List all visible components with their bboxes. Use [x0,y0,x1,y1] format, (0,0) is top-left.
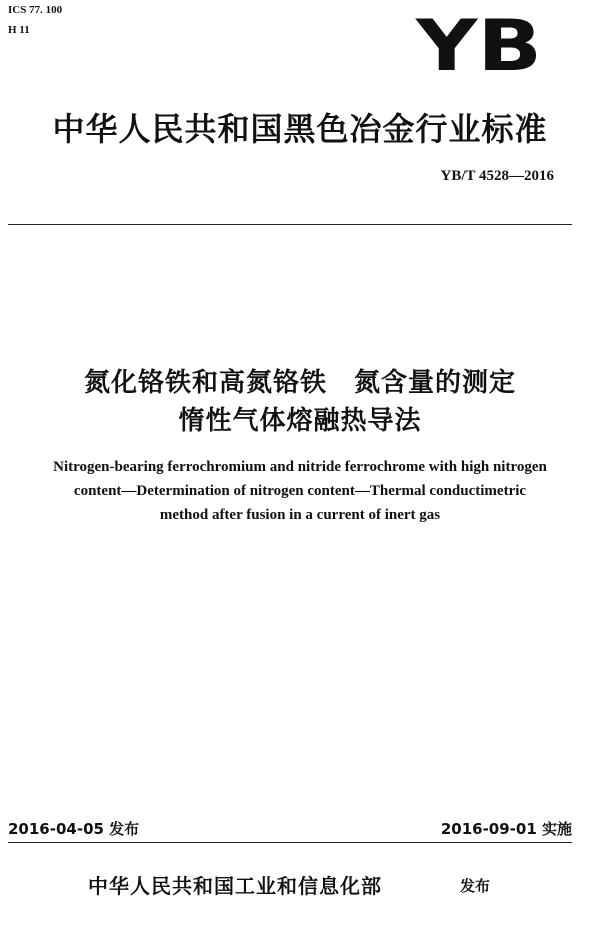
organization-title: 中华人民共和国黑色冶金行业标准 [52,110,548,148]
yb-logo [414,16,544,74]
title-cn-line-2: 惰性气体熔融热导法 [178,406,422,436]
yb-logo-text: YB [414,16,542,74]
ccs-code: H 11 [8,24,30,36]
title-en-line-2: content—Determination of nitrogen content—Thermal conductimetric [73,483,527,499]
top-divider [8,224,572,225]
implementation-date: 2016-09-01 实施 [440,820,572,838]
title-en-line-3: method after fusion in a current of inert gas [159,507,441,523]
issue-date: 2016-04-05 发布 [8,820,140,838]
bottom-divider [8,842,572,843]
issuer-name: 中华人民共和国工业和信息化部 [88,874,382,898]
title-en-line-1: Nitrogen-bearing ferrochromium and nitride ferrochrome with high nitrogen [53,459,547,475]
ics-code: ICS 77. 100 [8,4,63,16]
title-cn-line-1: 氮化铬铁和高氮铬铁 氮含量的测定 [83,368,516,398]
issuer-action: 发布 [460,877,491,895]
yb-logo-mark [414,16,544,74]
standard-number: YB/T 4528—2016 [440,168,554,184]
